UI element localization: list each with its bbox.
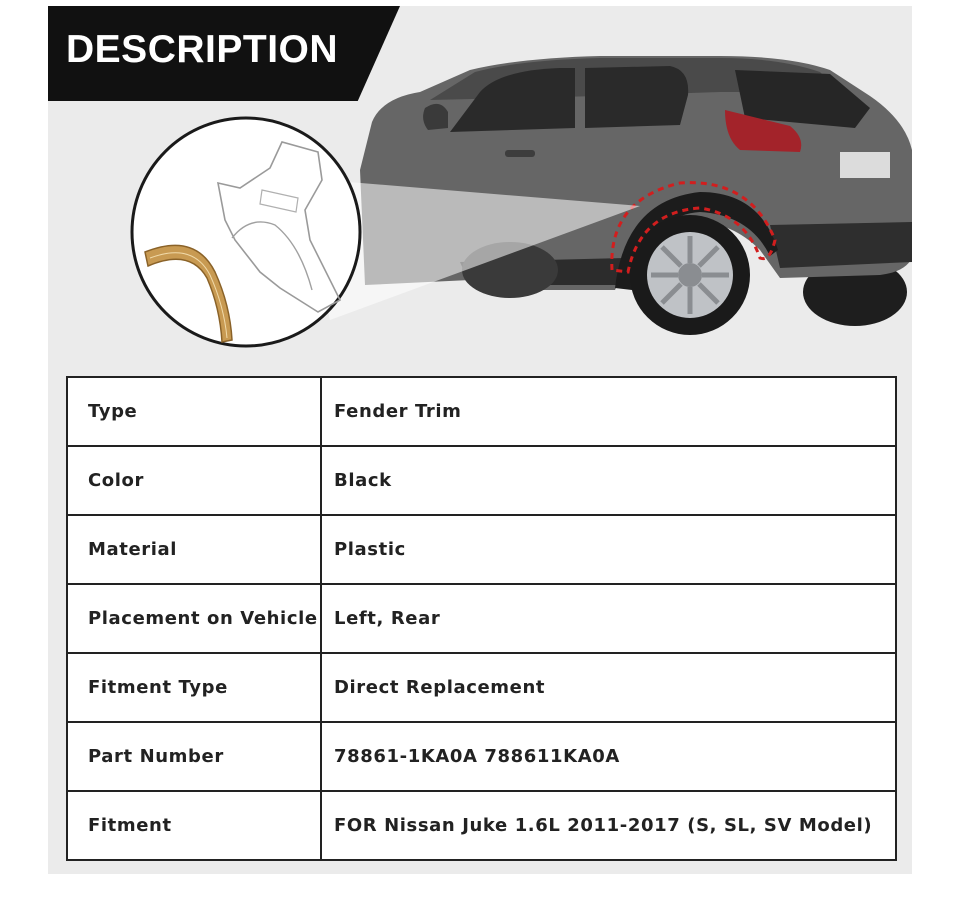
spec-value: Fender Trim (321, 377, 896, 446)
spec-value: FOR Nissan Juke 1.6L 2011-2017 (S, SL, SV Model) (321, 791, 896, 860)
table-row (67, 377, 896, 446)
spec-value: Black (321, 446, 896, 515)
spec-table (66, 376, 897, 861)
table-row (67, 791, 896, 860)
spec-label: Fitment (67, 791, 321, 860)
page-title: DESCRIPTION (66, 28, 339, 71)
spec-label: Part Number (67, 722, 321, 791)
spec-label: Color (67, 446, 321, 515)
spec-label: Fitment Type (67, 653, 321, 722)
spec-label: Type (67, 377, 321, 446)
table-row (67, 446, 896, 515)
spec-label: Material (67, 515, 321, 584)
spec-value: Left, Rear (321, 584, 896, 653)
spec-value: 78861-1KA0A 788611KA0A (321, 722, 896, 791)
table-row (67, 653, 896, 722)
table-row (67, 515, 896, 584)
spec-value: Plastic (321, 515, 896, 584)
table-row (67, 722, 896, 791)
table-row (67, 584, 896, 653)
magnifier-icon (132, 118, 360, 346)
spec-label: Placement on Vehicle (67, 584, 321, 653)
spec-value: Direct Replacement (321, 653, 896, 722)
